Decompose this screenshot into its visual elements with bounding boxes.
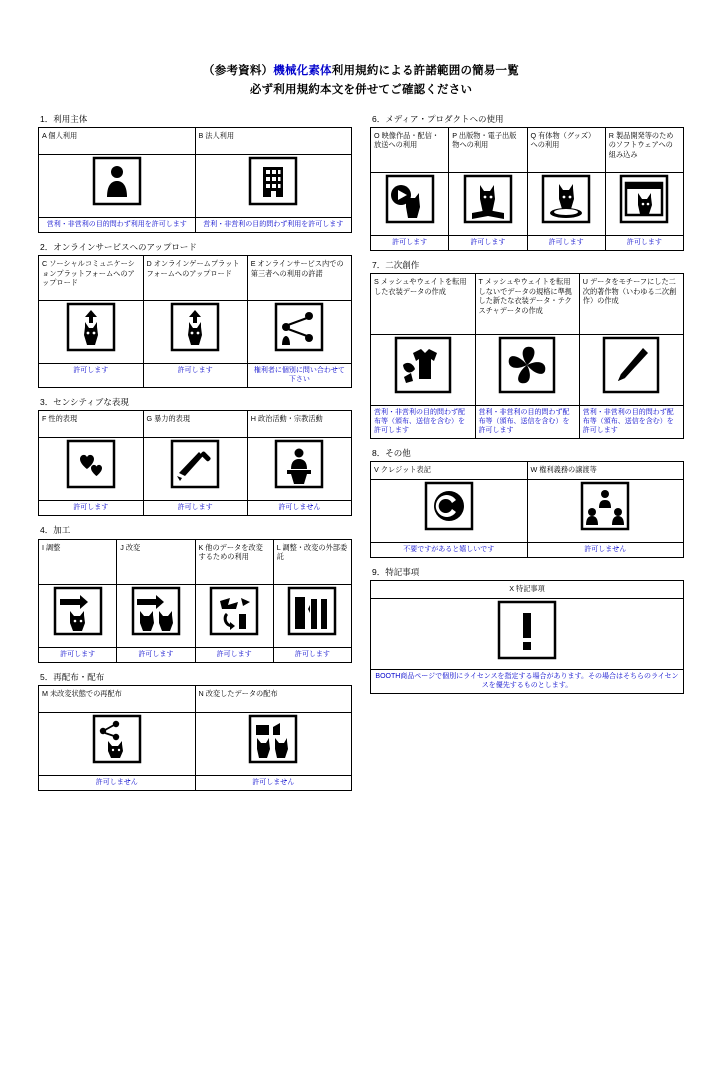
item-H-label: H 政治活動・宗教活動 — [250, 414, 323, 424]
hearts-icon — [65, 438, 117, 490]
item-I-label: I 調整 — [42, 542, 61, 552]
section-1 — [38, 114, 352, 233]
outsource-icon — [286, 585, 338, 637]
item-I-icon-cell — [39, 584, 117, 647]
section-7-table — [370, 273, 684, 439]
item-Q-permission: 許可します — [548, 238, 584, 246]
item-A-label: A 個人利用 — [42, 130, 78, 140]
item-U-label: U データをモチーフにした二次的著作物（いわゆる二次創作）の作成 — [582, 277, 677, 306]
item-G-label: G 暴力的表現 — [146, 414, 191, 424]
item-F-label: F 性的表現 — [42, 414, 78, 424]
redistribute-icon — [91, 713, 143, 765]
item-W-icon-cell — [527, 479, 684, 542]
section-3 — [38, 397, 352, 516]
page-title-line1 — [0, 62, 722, 81]
section-5 — [38, 672, 352, 791]
modify-avatar-icon — [130, 585, 182, 637]
item-P-label: P 出版物・電子出版物への利用 — [452, 130, 517, 150]
item-C-permission: 許可します — [73, 367, 109, 375]
item-B-label: B 法人利用 — [198, 130, 235, 140]
item-E-label: E オンラインサービス内での第三者への利用の許諾 — [250, 259, 344, 278]
item-X-icon-cell — [371, 598, 684, 669]
item-V-permission: 不要ですがあると嬉しいです — [403, 545, 495, 553]
section-6 — [370, 114, 684, 251]
item-S-icon-cell — [371, 335, 476, 406]
page-title-suffix: 利用規約による許諾範囲の簡易一覧 — [331, 65, 519, 77]
section-2-heading: 2．オンラインサービスへのアップロード — [40, 242, 197, 253]
item-E-permission: 権利者に個別に問い合わせて下さい — [253, 367, 345, 384]
item-O-icon-cell — [371, 172, 449, 235]
section-5-table — [38, 685, 352, 791]
item-L-icon-cell — [273, 584, 351, 647]
avatar-upload-icon — [169, 301, 221, 353]
item-J-label: J 改変 — [120, 542, 141, 552]
item-B-permission: 営利・非営利の目的問わず利用を許可します — [203, 220, 344, 228]
item-J-icon-cell — [117, 584, 195, 647]
section-8-heading: 8．その他 — [372, 448, 411, 459]
section-4-table — [38, 539, 352, 663]
item-O-label: O 映像作品・配信・放送への利用 — [374, 130, 440, 150]
goods-figure-icon — [540, 173, 592, 225]
book-avatar-icon — [462, 173, 514, 225]
document-page — [0, 62, 722, 1086]
item-M-label: M 未改変状態での再配布 — [42, 688, 122, 698]
section-3-heading: 3．センシティブな表現 — [40, 397, 129, 408]
item-R-permission: 許可します — [626, 238, 662, 246]
section-6-table — [370, 127, 684, 251]
transform-data-icon — [208, 585, 260, 637]
section-4-heading: 4．加工 — [40, 525, 71, 536]
section-9 — [370, 567, 684, 694]
section-9-table — [370, 580, 684, 694]
section-2 — [38, 242, 352, 388]
item-N-label: N 改変したデータの配布 — [198, 688, 278, 698]
section-9-heading: 9．特記事項 — [372, 567, 420, 578]
item-H-permission: 許可しません — [278, 504, 321, 512]
people-transfer-icon — [579, 480, 631, 532]
item-C-label: C ソーシャルコミュニケーションプラットフォームへのアップロード — [42, 259, 135, 288]
section-8-table — [370, 461, 684, 558]
item-I-permission: 許可します — [60, 650, 96, 658]
texture-fan-icon — [497, 335, 557, 395]
share-people-icon — [273, 301, 325, 353]
item-A-icon-cell — [39, 154, 196, 217]
item-T-icon-cell — [475, 335, 579, 406]
page-title-prefix: （参考資料） — [203, 65, 274, 77]
exclamation-icon — [496, 599, 558, 661]
item-K-icon-cell — [195, 584, 273, 647]
page-title-highlight: 機械化素体 — [273, 65, 332, 77]
item-H-icon-cell — [247, 438, 351, 501]
page-title — [0, 62, 722, 100]
item-L-permission: 許可します — [294, 650, 330, 658]
item-U-permission: 営利・非営利の目的問わず配布等（頒布、送信を含む）を許可します — [582, 409, 674, 435]
item-C-icon-cell — [39, 301, 144, 364]
item-O-permission: 許可します — [392, 238, 428, 246]
pen-brush-icon — [601, 335, 661, 395]
item-G-icon-cell — [143, 438, 247, 501]
software-window-icon — [618, 173, 670, 225]
section-7-heading: 7．二次創作 — [372, 260, 420, 271]
item-M-permission: 許可しません — [95, 778, 138, 786]
item-Q-icon-cell — [527, 172, 605, 235]
clothing-mesh-icon — [393, 335, 453, 395]
item-T-label: T メッシュやウェイトを転用しないでデータの規格に準拠した新たな衣装データ・テクスチャデータの作成 — [478, 277, 572, 315]
item-P-icon-cell — [449, 172, 527, 235]
content-columns — [0, 114, 722, 800]
section-3-table — [38, 410, 352, 516]
item-D-label: D オンラインゲームプラットフォームへのアップロード — [146, 259, 240, 278]
item-M-icon-cell — [39, 712, 196, 775]
item-K-permission: 許可します — [216, 650, 252, 658]
section-7 — [370, 260, 684, 439]
item-V-icon-cell — [371, 479, 528, 542]
copyright-icon — [423, 480, 475, 532]
item-G-permission: 許可します — [177, 504, 213, 512]
item-F-permission: 許可します — [73, 504, 109, 512]
distribute-modified-icon — [247, 713, 299, 765]
item-R-icon-cell — [605, 172, 683, 235]
item-V-label: V クレジット表記 — [374, 465, 431, 475]
item-N-icon-cell — [195, 712, 352, 775]
item-X-permission: BOOTH商品ページで個別にライセンスを指定する場合があります。その場合はそちらのライセンスを優先するものとします。 — [375, 672, 679, 689]
item-X-label: X 特記事項 — [509, 584, 545, 594]
page-title-line2: 必ず利用規約本文を併せてご確認ください — [249, 83, 473, 96]
item-A-permission: 営利・非営利の目的問わず利用を許可します — [46, 220, 187, 228]
section-2-table — [38, 255, 352, 388]
item-U-icon-cell — [579, 335, 683, 406]
item-W-label: W 権利義務の譲渡等 — [530, 465, 597, 475]
section-5-heading: 5．再配布・配布 — [40, 671, 105, 682]
item-J-permission: 許可します — [138, 650, 174, 658]
item-S-label: S メッシュやウェイトを転用した衣装データの作成 — [374, 277, 467, 296]
section-6-heading: 6．メディア・プロダクトへの使用 — [372, 113, 504, 124]
section-8 — [370, 448, 684, 558]
item-R-label: R 製品開発等のためのソフトウェアへの組み込み — [608, 130, 674, 159]
podium-speaker-icon — [273, 438, 325, 490]
item-Q-label: Q 有体物（グッズ）への利用 — [530, 130, 596, 150]
item-N-permission: 許可しません — [252, 778, 295, 786]
section-4 — [38, 525, 352, 662]
item-P-permission: 許可します — [470, 238, 506, 246]
person-icon — [91, 155, 143, 207]
video-play-icon — [384, 173, 436, 225]
item-W-permission: 許可しません — [584, 545, 627, 553]
adjust-avatar-icon — [52, 585, 104, 637]
right-column — [370, 114, 684, 703]
knife-icon — [169, 438, 221, 490]
building-icon — [247, 155, 299, 207]
item-E-icon-cell — [247, 301, 351, 364]
section-1-heading: 1．利用主体 — [40, 113, 88, 124]
left-column — [38, 114, 352, 800]
section-1-table — [38, 127, 352, 233]
item-B-icon-cell — [195, 154, 352, 217]
item-D-icon-cell — [143, 301, 247, 364]
item-K-label: K 他のデータを改変するための利用 — [198, 542, 263, 561]
item-F-icon-cell — [39, 438, 144, 501]
item-L-label: L 調整・改変の外部委託 — [276, 542, 348, 561]
item-T-permission: 営利・非営利の目的問わず配布等（頒布、送信を含む）を許可します — [478, 409, 570, 435]
item-D-permission: 許可します — [177, 367, 213, 375]
item-S-permission: 営利・非営利の目的問わず配布等（頒布、送信を含む）を許可します — [374, 409, 465, 435]
avatar-upload-icon — [65, 301, 117, 353]
